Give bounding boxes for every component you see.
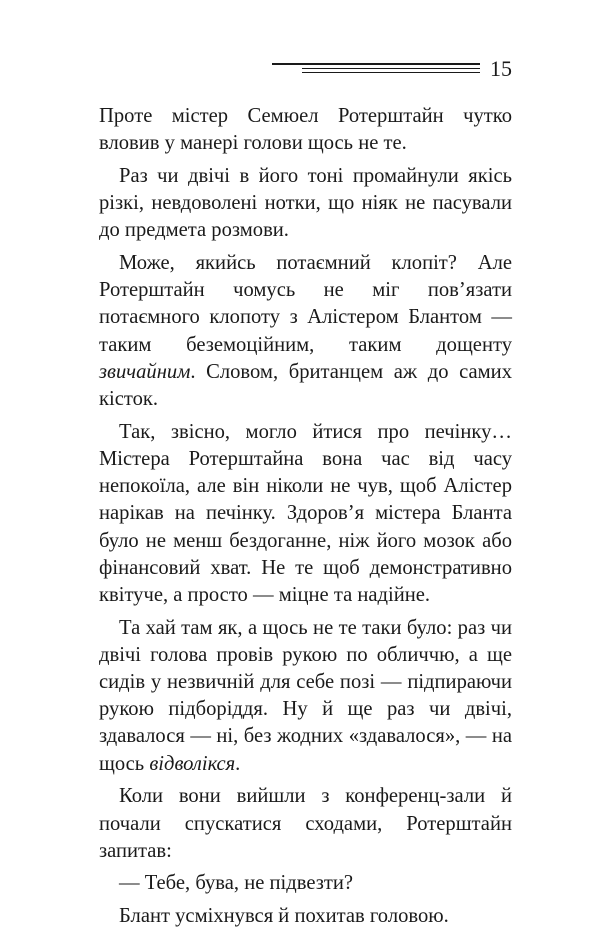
paragraph-text: . [235, 752, 241, 775]
running-header [272, 56, 512, 80]
dialogue-line: — Тебе, бува, не підвезти? [119, 872, 354, 895]
italic-word: звичайним [99, 360, 191, 383]
paragraph [99, 250, 512, 413]
header-rule-thin [302, 68, 480, 69]
italic-word: відволікся [149, 752, 236, 775]
paragraph-text: . Словом, британцем аж до самих кісток. [99, 360, 512, 411]
paragraph: Раз чи двічі в його тоні промайнули якісь різкі, невдоволені нотки, що ніяк не пасували до предмета розмови. [99, 164, 512, 242]
paragraph: Проте містер Семюел Ротерштайн чутко вловив у манері голови щось не те. [99, 105, 512, 155]
paragraph [99, 615, 512, 778]
page-number: 15 [490, 56, 512, 81]
paragraph: Так, звісно, могло йтися про печінку… Містера Ротерштайна вона час від часу непокоїла, але він ніколи не чув, щоб Алістер нарікав на печінку. Здоров’я містера Бланта було не менш бездоганне, ніж його мозок або фінансовий хват. Не те щоб демонстративно квітуче, а просто — міцне та надійне. [99, 420, 512, 606]
header-rule-thin [302, 72, 480, 73]
paragraph: Блант усміхнувся й похитав головою. [119, 905, 449, 928]
header-rule-thick [272, 63, 480, 65]
paragraph-text: Та хай там як, а щось не те таки було: раз чи двічі голова провів рукою по обличчю, а ще сидів у незвичній для себе позі — підпираючи рукою підборіддя. Ну й ще раз чи двічі, здавалося — ні, без жодних «здавалося», — на щось [99, 616, 512, 775]
body-text [99, 103, 512, 930]
paragraph-text: Може, якийсь потаємний клопіт? Але Ротерштайн чомусь не міг пов’язати потаємного клопоту з Алістером Блантом — таким беземоційним, таким дощенту [99, 252, 512, 356]
paragraph: Коли вони вийшли з конференц-зали й почали спускатися сходами, Ротерштайн запитав: [99, 785, 512, 862]
